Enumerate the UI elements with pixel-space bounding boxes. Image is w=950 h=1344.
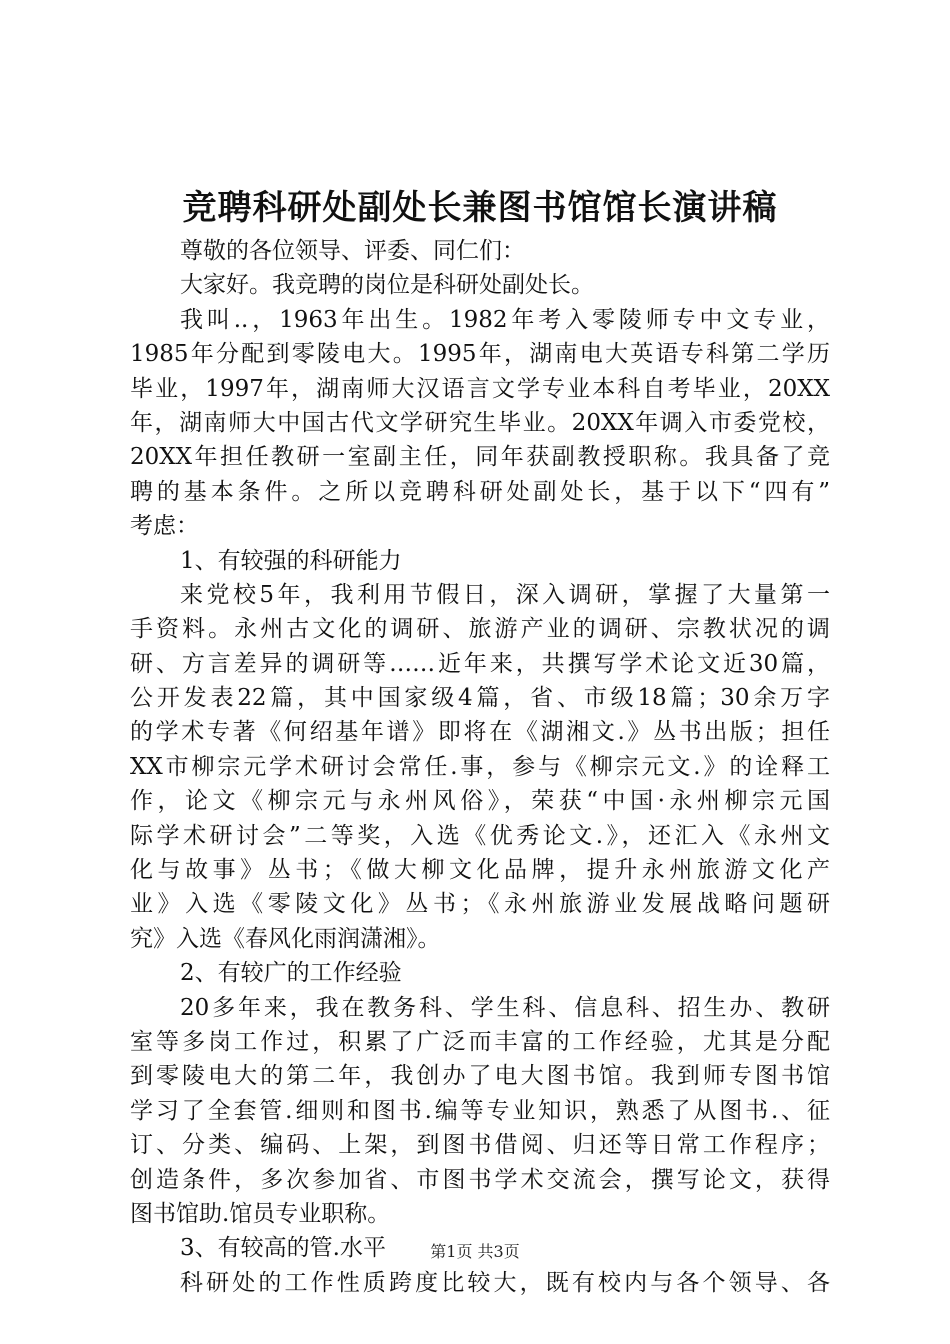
- text-line: 创造条件，多次参加省、市图书学术交流会，撰写论文，获得: [130, 1166, 830, 1193]
- text-line: 学习了全套管.细则和图书.编等专业知识，熟悉了从图书.、征: [130, 1097, 830, 1124]
- text-line: 际学术研讨会”二等奖，入选《优秀论文.》，还汇入《永州文: [130, 822, 830, 849]
- text-line: 大家好。我竞聘的岗位是科研处副处长。: [180, 272, 594, 299]
- text-line: 聘的基本条件。之所以竞聘科研处副处长，基于以下“四有”: [130, 478, 830, 505]
- text-line: 公开发表22篇，其中国家级4篇，省、市级18篇；30余万字: [130, 685, 830, 712]
- text-line: 的学术专著《何绍基年谱》即将在《湖湘文.》丛书出版；担任: [130, 719, 830, 746]
- text-line: 到零陵电大的第二年，我创办了电大图书馆。我到师专图书馆: [130, 1063, 830, 1090]
- text-line: 研、方言差异的调研等……近年来，共撰写学术论文近30篇，: [130, 650, 830, 677]
- text-line: 科研处的工作性质跨度比较大，既有校内与各个领导、各: [180, 1269, 830, 1296]
- text-line: 室等多岗工作过，积累了广泛而丰富的工作经验，尤其是分配: [130, 1028, 830, 1055]
- text-line: 图书馆助.馆员专业职称。: [130, 1200, 391, 1227]
- text-line: 来党校5年，我利用节假日，深入调研，掌握了大量第一: [180, 581, 830, 608]
- text-line: 究》入选《春风化雨润潇湘》。: [130, 925, 441, 952]
- text-line: 业》入选《零陵文化》丛书；《永州旅游业发展战略问题研: [130, 891, 830, 918]
- document-title: 竞聘科研处副处长兼图书馆馆长演讲稿: [182, 188, 778, 228]
- text-line: XX市柳宗元学术研讨会常任.事，参与《柳宗元文.》的诠释工: [130, 753, 830, 780]
- text-line: 考虑：: [130, 513, 199, 540]
- text-line: 20XX年担任教研一室副主任，同年获副教授职称。我具备了竞: [130, 444, 830, 471]
- section-heading: 3、有较高的管.水平: [180, 1235, 386, 1262]
- text-line: 尊敬的各位领导、评委、同仁们：: [180, 238, 525, 264]
- text-line: 订、分类、编码、上架，到图书借阅、归还等日常工作程序；: [130, 1132, 830, 1159]
- text-line: 我叫..，1963年出生。1982年考入零陵师专中文专业，: [180, 306, 830, 333]
- text-line: 化与故事》丛书；《做大柳文化品牌，提升永州旅游文化产: [130, 857, 830, 884]
- page-number: 第1页 共3页: [430, 1242, 520, 1261]
- section-heading: 1、有较强的科研能力: [180, 547, 402, 574]
- text-line: 1985年分配到零陵电大。1995年，湖南电大英语专科第二学历: [130, 341, 830, 368]
- text-line: 20多年来，我在教务科、学生科、信息科、招生办、教研: [180, 994, 830, 1021]
- document-body: [130, 234, 830, 1300]
- text-line: 手资料。永州古文化的调研、旅游产业的调研、宗教状况的调: [130, 616, 830, 643]
- section-heading: 2、有较广的工作经验: [180, 960, 402, 987]
- text-line: 毕业，1997年，湖南师大汉语言文学专业本科自考毕业，20XX: [130, 375, 830, 402]
- text-line: 年，湖南师大中国古代文学研究生毕业。20XX年调入市委党校，: [130, 409, 830, 436]
- text-line: 作，论文《柳宗元与永州风俗》，荣获“中国·永州柳宗元国: [130, 788, 830, 815]
